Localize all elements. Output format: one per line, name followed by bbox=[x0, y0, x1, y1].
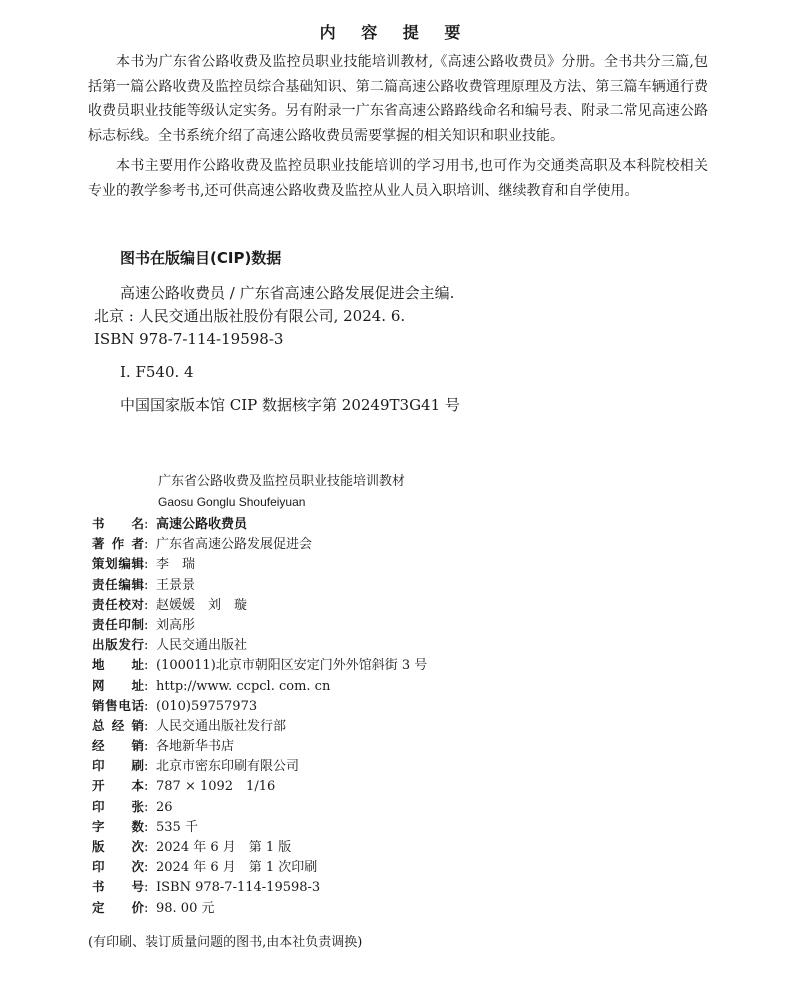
spec-label: 著作者 bbox=[92, 536, 144, 552]
spec-value: 广东省高速公路发展促进会 bbox=[156, 537, 313, 553]
spec-colon: : bbox=[144, 698, 149, 714]
series-name: 广东省公路收费及监控员职业技能培训教材 bbox=[158, 474, 406, 489]
spec-row bbox=[92, 797, 427, 817]
summary-paragraph-2: 本书主要用作公路收费及监控员职业技能培训的学习用书,也可作为交通类高职及本科院校相关专业的教学参考书,还可供高速公路收费及监控从业人员入职培训、继续教育和自学使用。 bbox=[88, 158, 708, 199]
spec-label: 字数 bbox=[92, 818, 144, 834]
spec-row bbox=[92, 655, 427, 675]
quality-note: (有印刷、装订质量问题的图书,由本社负责调换) bbox=[88, 935, 363, 950]
spec-label: 总经销 bbox=[92, 717, 144, 733]
spec-colon: : bbox=[144, 900, 149, 916]
cip-record bbox=[94, 282, 694, 417]
spec-row bbox=[92, 696, 427, 716]
spec-value: 刘高彤 bbox=[156, 617, 196, 633]
spec-colon: : bbox=[144, 799, 149, 815]
spec-value: 787 × 1092 1/16 bbox=[156, 779, 276, 795]
spec-row bbox=[92, 877, 427, 897]
spec-colon: : bbox=[144, 658, 149, 674]
spec-value: 各地新华书店 bbox=[156, 739, 235, 755]
spec-value: 人民交通出版社 bbox=[156, 638, 248, 654]
cip-heading: 图书在版编目(CIP)数据 bbox=[120, 249, 282, 267]
cip-classification: Ⅰ. F540. 4 bbox=[120, 363, 194, 381]
cip-number: 中国国家版本馆 CIP 数据核字第 20249T3G41 号 bbox=[120, 396, 460, 414]
spec-label: 经销 bbox=[92, 738, 144, 754]
spec-label: 责任印制 bbox=[92, 616, 144, 632]
spec-label: 印张 bbox=[92, 798, 144, 814]
spec-label: 出版发行 bbox=[92, 637, 144, 653]
spec-label: 印刷 bbox=[92, 758, 144, 774]
spec-value: 2024 年 6 月 第 1 版 bbox=[156, 840, 292, 855]
spec-label: 书名 bbox=[92, 516, 144, 531]
spec-colon: : bbox=[144, 678, 149, 694]
spec-value: 北京市密东印刷有限公司 bbox=[156, 759, 300, 775]
cip-title-line: 高速公路收费员 / 广东省高速公路发展促进会主编. bbox=[120, 284, 455, 302]
summary-title: 内 容 提 要 bbox=[319, 23, 471, 42]
spec-colon: : bbox=[144, 779, 149, 795]
spec-row bbox=[92, 595, 427, 615]
spec-label: 销售电话 bbox=[92, 697, 144, 713]
spec-value: 高速公路收费员 bbox=[156, 517, 248, 532]
spec-value: ISBN 978-7-114-19598-3 bbox=[156, 880, 321, 896]
spec-colon: : bbox=[144, 638, 149, 654]
spec-label: 责任校对 bbox=[92, 596, 144, 612]
spec-value: (100011)北京市朝阳区安定门外外馆斜街 3 号 bbox=[156, 658, 428, 674]
cip-isbn-line: ISBN 978-7-114-19598-3 bbox=[94, 330, 284, 348]
spec-label: 策划编辑 bbox=[92, 556, 144, 572]
spec-colon: : bbox=[144, 718, 149, 734]
summary-paragraph-1: 本书为广东省公路收费及监控员职业技能培训教材,《高速公路收费员》分册。全书共分三篇,包括第一篇公路收费及监控员综合基础知识、第二篇高速公路收费管理原理及方法、第三篇车辆通行费收费员职业技能等级认定实务。另有附录一广东省高速公路路线命名和编号表、附录二常见高速公路标志标线。全书系统介绍了高速公路收费员需要掌握的相关知识和职业技能。 bbox=[88, 54, 708, 144]
spec-label: 网址 bbox=[92, 677, 144, 693]
pinyin-title: Gaosu Gonglu Shoufeiyuan bbox=[158, 495, 306, 509]
spec-value: 98. 00 元 bbox=[156, 900, 215, 916]
spec-value: 535 千 bbox=[156, 819, 198, 835]
spec-label: 书号 bbox=[92, 879, 144, 895]
spec-row bbox=[92, 635, 427, 655]
spec-colon: : bbox=[144, 597, 149, 613]
spec-row bbox=[92, 776, 427, 796]
spec-row bbox=[92, 575, 427, 595]
spec-row bbox=[92, 554, 427, 574]
spec-colon: : bbox=[144, 759, 149, 775]
spec-colon: : bbox=[144, 840, 149, 855]
spec-row bbox=[92, 534, 427, 554]
spec-value: 王景景 bbox=[156, 577, 196, 593]
spec-label: 开本 bbox=[92, 778, 144, 794]
spec-row bbox=[92, 857, 427, 877]
spec-colon: : bbox=[144, 557, 149, 573]
spec-colon: : bbox=[144, 739, 149, 755]
spec-row bbox=[92, 615, 427, 635]
spec-row bbox=[92, 514, 427, 534]
spec-colon: : bbox=[144, 860, 149, 876]
spec-colon: : bbox=[144, 617, 149, 633]
spec-label: 印次 bbox=[92, 859, 144, 875]
spec-colon: : bbox=[144, 537, 149, 553]
spec-row bbox=[92, 736, 427, 756]
spec-row bbox=[92, 898, 427, 918]
spec-label: 版次 bbox=[92, 839, 144, 854]
spec-row bbox=[92, 756, 427, 776]
spec-value: 26 bbox=[156, 799, 173, 815]
spec-row bbox=[92, 716, 427, 736]
book-series-block bbox=[158, 472, 405, 512]
spec-label: 地址 bbox=[92, 657, 144, 673]
spec-row bbox=[92, 817, 427, 837]
cip-publisher-line: 北京 : 人民交通出版社股份有限公司, 2024. 6. bbox=[94, 307, 406, 325]
spec-row bbox=[92, 676, 427, 696]
spec-label: 责任编辑 bbox=[92, 576, 144, 592]
publication-specs bbox=[92, 514, 427, 918]
spec-value: 2024 年 6 月 第 1 次印刷 bbox=[156, 860, 318, 876]
spec-colon: : bbox=[144, 577, 149, 593]
spec-colon: : bbox=[144, 819, 149, 835]
spec-colon: : bbox=[144, 517, 149, 532]
spec-value: 赵媛媛 刘 璇 bbox=[156, 597, 248, 613]
spec-value: http://www. ccpcl. com. cn bbox=[156, 678, 331, 694]
spec-value: 李 瑞 bbox=[156, 557, 196, 573]
summary-section bbox=[88, 50, 708, 209]
spec-label: 定价 bbox=[92, 899, 144, 915]
spec-row bbox=[92, 837, 427, 857]
spec-value: 人民交通出版社发行部 bbox=[156, 718, 287, 734]
spec-colon: : bbox=[144, 880, 149, 896]
spec-value: (010)59757973 bbox=[156, 698, 258, 714]
